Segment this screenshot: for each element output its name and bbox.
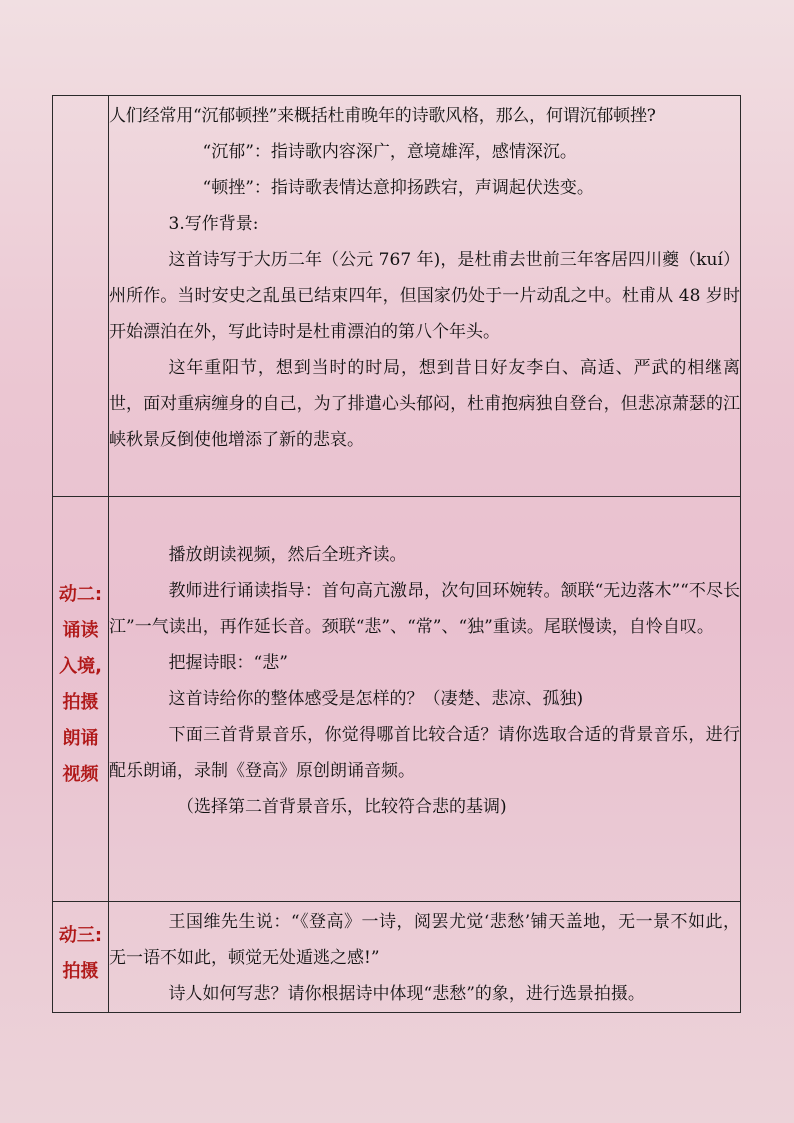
dunchuo-definition: “顿挫”：指诗歌表情达意抑扬跌宕，声调起伏迭变。 <box>202 178 594 198</box>
poem-eye: 把握诗眼：“悲” <box>168 653 288 673</box>
section-label-recitation: 动二: 诵读 入境, 拍摄 朗诵 视频 <box>58 584 103 785</box>
overall-feeling-question: 这首诗给你的整体感受是怎样的？（凄楚、悲凉、孤独) <box>168 689 584 709</box>
photography-task: 诗人如何写悲？请你根据诗中体现“悲愁”的象，进行选景拍摄。 <box>168 984 645 1004</box>
video-instruction: 播放朗读视频，然后全班齐读。 <box>168 545 407 565</box>
content-cell-background <box>109 96 741 497</box>
background-paragraph-1: 这首诗写于大历二年（公元 767 年)，是杜甫去世前三年客居四川夔（kuí）州所作。当时安史之乱虽已结束四年，但国家仍处于一片动乱之中。杜甫从 48 岁时开始漂泊在外，写此诗时是杜甫漂泊的第八个年头。 <box>109 250 740 342</box>
style-question: 人们经常用“沉郁顿挫”来概括杜甫晚年的诗歌风格，那么，何谓沉郁顿挫? <box>109 106 656 126</box>
reading-guidance: 教师进行诵读指导：首句高亢激昂，次句回环婉转。颔联“无边落木”“不尽长江”一气读出，再作延长音。颈联“悲”、“常”、“独”重读。尾联慢读，自怜自叹。 <box>109 581 740 637</box>
table-row-recitation <box>53 497 741 902</box>
content-cell-photography <box>109 902 741 1013</box>
table-row-background <box>53 96 741 497</box>
music-task: 下面三首背景音乐，你觉得哪首比较合适？请你选取合适的背景音乐，进行配乐朗诵，录制《登高》原创朗诵音频。 <box>109 725 740 781</box>
wang-guowei-quote: 王国维先生说：“《登高》一诗，阅罢尤觉‘悲愁’铺天盖地，无一景不如此，无一语不如此，顿觉无处遁逃之感!” <box>109 912 740 968</box>
row-label-cell-photography <box>53 902 109 1013</box>
music-answer: （选择第二首背景音乐，比较符合悲的基调) <box>177 797 507 817</box>
row-label-cell-recitation <box>53 497 109 902</box>
background-paragraph-2: 这年重阳节，想到当时的时局，想到昔日好友李白、高适、严武的相继离世，面对重病缠身的自己，为了排遣心头郁闷，杜甫抱病独自登台，但悲凉萧瑟的江峡秋景反倒使他增添了新的悲哀。 <box>109 358 740 450</box>
row-label-cell-empty <box>53 96 109 497</box>
section-label-photography: 动三: 拍摄 <box>58 925 103 982</box>
writing-background-heading: 3.写作背景: <box>168 214 259 234</box>
content-cell-recitation <box>109 497 741 902</box>
lesson-plan-table <box>52 95 741 1013</box>
chenyu-definition: “沉郁”：指诗歌内容深广，意境雄浑，感情深沉。 <box>202 142 577 162</box>
table-row-photography <box>53 902 741 1013</box>
